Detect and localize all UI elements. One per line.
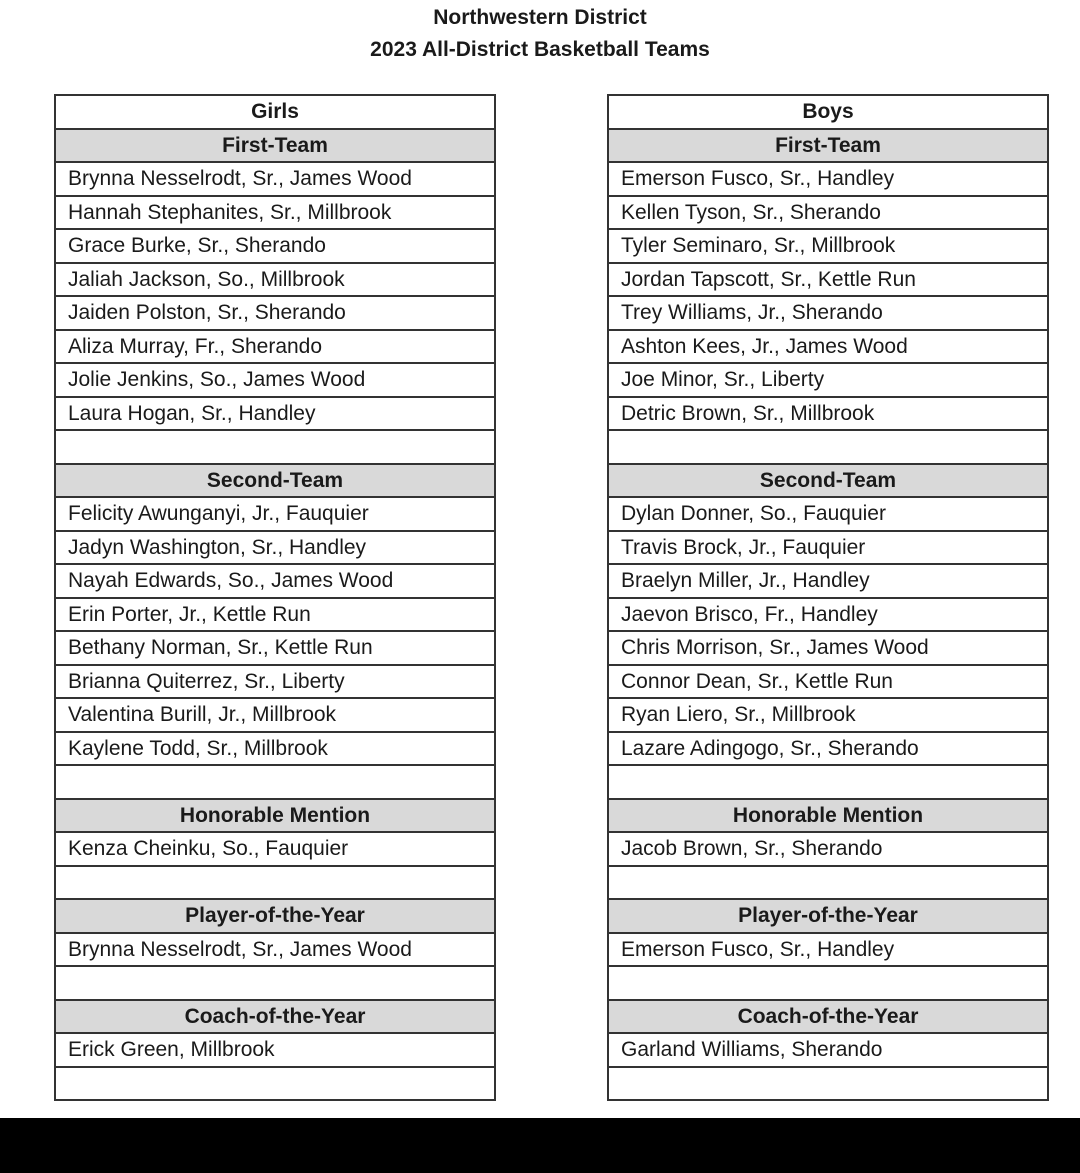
boys-second-team-row: Braelyn Miller, Jr., Handley [609,565,1047,599]
boys-first-team-row: Emerson Fusco, Sr., Handley [609,163,1047,197]
girls-second-team-row: Erin Porter, Jr., Kettle Run [56,599,494,633]
boys-first-team-row: Jordan Tapscott, Sr., Kettle Run [609,264,1047,298]
girls-first-team-row: Hannah Stephanites, Sr., Millbrook [56,197,494,231]
blank-row [609,766,1047,800]
girls-second-team-row: Valentina Burill, Jr., Millbrook [56,699,494,733]
district-title: Northwestern District [433,6,647,29]
girls-first-team-row: Jolie Jenkins, So., James Wood [56,364,494,398]
boys-first-team-row: Kellen Tyson, Sr., Sherando [609,197,1047,231]
blank-row [609,967,1047,1001]
blank-row [56,867,494,901]
boys-first-team-row: Tyler Seminaro, Sr., Millbrook [609,230,1047,264]
girls-first-team-row: Laura Hogan, Sr., Handley [56,398,494,432]
girls-second-team-row: Nayah Edwards, So., James Wood [56,565,494,599]
boys-first-team-row: Detric Brown, Sr., Millbrook [609,398,1047,432]
document-header [0,0,1080,66]
boys-second-team-row: Chris Morrison, Sr., James Wood [609,632,1047,666]
girls-first-team-row: Jaiden Polston, Sr., Sherando [56,297,494,331]
boys-second-team-row: Ryan Liero, Sr., Millbrook [609,699,1047,733]
girls-honorable-mention-header: Honorable Mention [56,800,494,834]
girls-second-team-row: Felicity Awunganyi, Jr., Fauquier [56,498,494,532]
girls-first-team-row: Aliza Murray, Fr., Sherando [56,331,494,365]
blank-row [56,766,494,800]
document-title: 2023 All-District Basketball Teams [370,38,710,61]
blank-row [56,967,494,1001]
girls-honorable-mention-row: Kenza Cheinku, So., Fauquier [56,833,494,867]
girls-first-team-row: Brynna Nesselrodt, Sr., James Wood [56,163,494,197]
boys-first-team-header: First-Team [609,130,1047,164]
boys-player-of-year-header: Player-of-the-Year [609,900,1047,934]
girls-second-team-header: Second-Team [56,465,494,499]
girls-table-header: Girls [56,96,494,130]
boys-honorable-mention-row: Jacob Brown, Sr., Sherando [609,833,1047,867]
girls-first-team-header: First-Team [56,130,494,164]
bottom-black-bar [0,1118,1080,1173]
boys-honorable-mention-header: Honorable Mention [609,800,1047,834]
girls-coach-of-year-row: Erick Green, Millbrook [56,1034,494,1068]
boys-second-team-row: Jaevon Brisco, Fr., Handley [609,599,1047,633]
girls-second-team-row: Bethany Norman, Sr., Kettle Run [56,632,494,666]
boys-first-team-row: Joe Minor, Sr., Liberty [609,364,1047,398]
blank-row [56,431,494,465]
boys-coach-of-year-header: Coach-of-the-Year [609,1001,1047,1035]
blank-row [56,1068,494,1102]
blank-row [609,1068,1047,1102]
girls-coach-of-year-header: Coach-of-the-Year [56,1001,494,1035]
boys-second-team-row: Travis Brock, Jr., Fauquier [609,532,1047,566]
girls-second-team-row: Jadyn Washington, Sr., Handley [56,532,494,566]
boys-coach-of-year-row: Garland Williams, Sherando [609,1034,1047,1068]
girls-second-team-row: Kaylene Todd, Sr., Millbrook [56,733,494,767]
girls-second-team-row: Brianna Quiterrez, Sr., Liberty [56,666,494,700]
girls-player-of-year-header: Player-of-the-Year [56,900,494,934]
boys-first-team-row: Ashton Kees, Jr., James Wood [609,331,1047,365]
girls-table [54,94,496,1101]
boys-table-header: Boys [609,96,1047,130]
blank-row [609,867,1047,901]
boys-player-of-year-row: Emerson Fusco, Sr., Handley [609,934,1047,968]
boys-first-team-row: Trey Williams, Jr., Sherando [609,297,1047,331]
girls-player-of-year-row: Brynna Nesselrodt, Sr., James Wood [56,934,494,968]
girls-first-team-row: Grace Burke, Sr., Sherando [56,230,494,264]
boys-second-team-row: Connor Dean, Sr., Kettle Run [609,666,1047,700]
boys-second-team-header: Second-Team [609,465,1047,499]
blank-row [609,431,1047,465]
boys-second-team-row: Lazare Adingogo, Sr., Sherando [609,733,1047,767]
boys-table [607,94,1049,1101]
boys-second-team-row: Dylan Donner, So., Fauquier [609,498,1047,532]
girls-first-team-row: Jaliah Jackson, So., Millbrook [56,264,494,298]
